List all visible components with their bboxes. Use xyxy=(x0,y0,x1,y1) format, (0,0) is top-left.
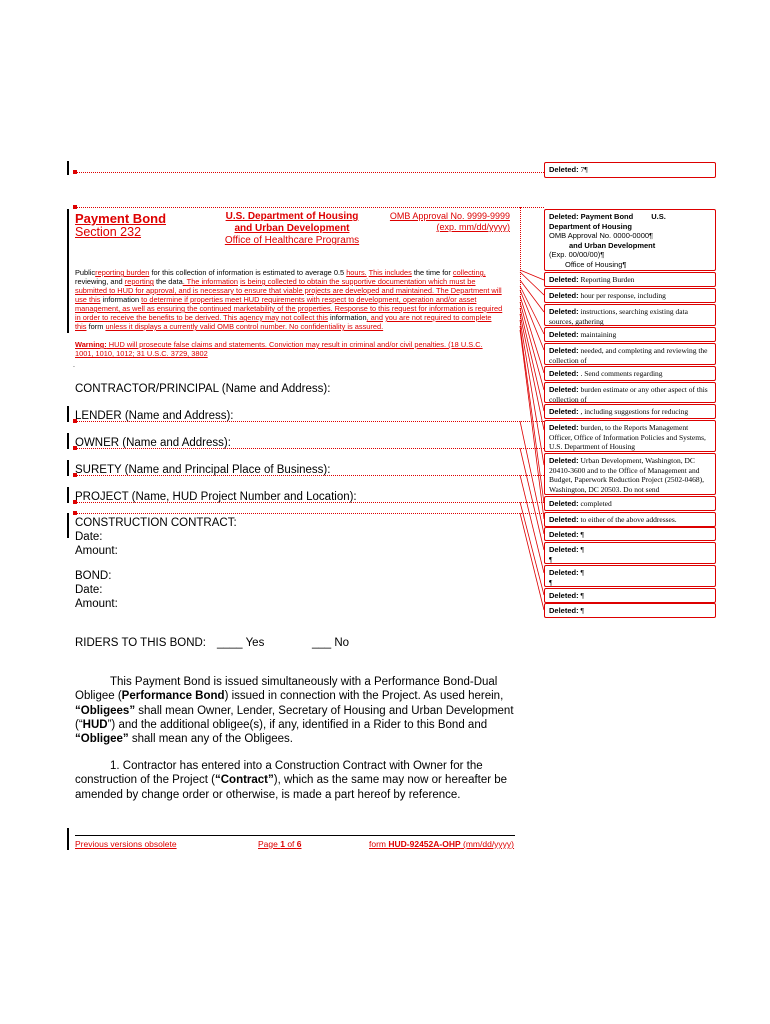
connector-line xyxy=(520,272,544,295)
project-field[interactable]: PROJECT (Name, HUD Project Number and Location): xyxy=(75,491,357,503)
warning-statement: Warning: HUD will prosecute false claims and statements. Conviction may result in criminal and/or civil penalties. (18 U.S.C. 1001, 1010, 1012; 31 U.S.C. 3729, 3802 xyxy=(75,340,483,358)
comment-balloon[interactable]: Deleted: completed xyxy=(544,496,716,511)
comment-balloon[interactable]: Deleted: to either of the above addresses. xyxy=(544,512,716,527)
comment-balloon[interactable]: Deleted: . Send comments regarding xyxy=(544,366,716,381)
connector-line xyxy=(520,448,544,550)
comment-balloon[interactable]: Deleted: maintaining xyxy=(544,327,716,342)
burden-statement: Publicreporting burden for this collection of information is estimated to average 0.5 hours. This includes the time for collecting, reviewing, and reporting the data. The information is being collected to obtain the supportive documentation which must be submitted to HUD for approval, and is necessary to ensure that viable projects are developed and maintained. The Department will use this information to determine if properties meet HUD requirements with respect to development, operation and/or asset management, as well as ensuring the continued marketability of the properties. Response to this request for information is required in order to receive the benefits to be derived. This agency may not collect this information, and you are not required to complete this form unless it displays a currently valid OMB control number. No confidentiality is assured. xyxy=(75,268,503,331)
connector-line xyxy=(520,302,544,390)
comment-balloon[interactable]: Deleted: needed, and completing and reviewing the collection of xyxy=(544,343,716,365)
footer-form-id: form HUD-92452A-OHP (mm/dd/yyyy) xyxy=(369,839,515,849)
paragraph-mark: . xyxy=(73,362,75,369)
lender-field[interactable]: LENDER (Name and Address): xyxy=(75,410,234,422)
comment-balloon[interactable]: Deleted: ¶ xyxy=(544,527,716,541)
form-title: Payment Bond xyxy=(75,211,167,226)
connector-line xyxy=(520,513,544,610)
footer-obsolete-note: Previous versions obsolete xyxy=(75,839,177,849)
agency-name: U.S. Department of Housing and Urban Development Office of Healthcare Programs xyxy=(224,211,360,246)
form-section: Section 232 xyxy=(75,225,142,239)
omb-approval: OMB Approval No. 9999-9999 (exp. mm/dd/yyyy) xyxy=(389,211,510,232)
surety-field[interactable]: SURETY (Name and Principal Place of Business): xyxy=(75,464,331,476)
comment-balloon[interactable]: Deleted: hour per response, including xyxy=(544,288,716,303)
comment-balloon[interactable]: Deleted: ¶ ¶ xyxy=(544,542,716,564)
owner-field[interactable]: OWNER (Name and Address): xyxy=(75,437,231,449)
comment-balloon[interactable]: Deleted: ¶ ¶ xyxy=(544,565,716,587)
comment-balloon[interactable]: Deleted: Payment Bond U.S. Department of Housing OMB Approval No. 0000-0000¶ and Urban Development (Exp. 00/00/00)¶ Office of Housing¶ xyxy=(544,209,716,271)
comment-balloon[interactable]: Deleted: , including suggestions for reducing xyxy=(544,404,716,419)
riders-no-option[interactable]: ___ No xyxy=(312,637,350,649)
comment-balloon[interactable]: Deleted: instructions, searching existing data sources, gathering xyxy=(544,304,716,326)
comment-balloon[interactable]: Deleted: Reporting Burden xyxy=(544,272,716,287)
riders-yes-option[interactable]: ____ Yes xyxy=(217,637,265,649)
comment-balloon[interactable]: Deleted: ¶ xyxy=(544,588,716,603)
riders-label: RIDERS TO THIS BOND: xyxy=(75,637,206,649)
comment-balloon[interactable]: Deleted: ¶ xyxy=(544,603,716,618)
comment-balloon[interactable]: Deleted: burden estimate or any other aspect of this collection of xyxy=(544,382,716,403)
construction-contract-block[interactable]: CONSTRUCTION CONTRACT: Date: Amount: xyxy=(75,517,237,557)
comment-balloon[interactable]: Deleted: Urban Development, Washington, DC 20410-3600 and to the Office of Management and Budget, Paperwork Reduction Project (2502-0468), Washington, DC 20503. Do not send xyxy=(544,453,716,495)
comment-balloon[interactable]: Deleted: 7¶ xyxy=(544,162,716,178)
comment-balloon[interactable]: Deleted: burden, to the Reports Management Officer, Office of Information Policies and Systems, U.S. Department of Housing xyxy=(544,420,716,452)
contractor-field[interactable]: CONTRACTOR/PRINCIPAL (Name and Address): xyxy=(75,383,331,395)
footer-page-number: Page 1 of 6 xyxy=(258,839,302,849)
connector-line xyxy=(520,286,544,334)
bond-block[interactable]: BOND: Date: Amount: xyxy=(75,570,118,610)
contract-paragraph: 1. Contractor has entered into a Construction Contract with Owner for the construction of the Project (“Contract”), which as the same may now or hereafter be amended by change order or otherwise, is made a part hereof by reference. xyxy=(75,760,508,801)
intro-paragraph: This Payment Bond is issued simultaneously with a Performance Bond-Dual Obligee (Performance Bond) issued in connection with the Project. As used herein, “Obligees” shall mean Owner, Lender, Secretary of Housing and Urban Development (“HUD”) and the additional obligee(s), if any, identified in a Rider to this Bond and “Obligee” shall mean any of the Obligees. xyxy=(75,676,514,746)
